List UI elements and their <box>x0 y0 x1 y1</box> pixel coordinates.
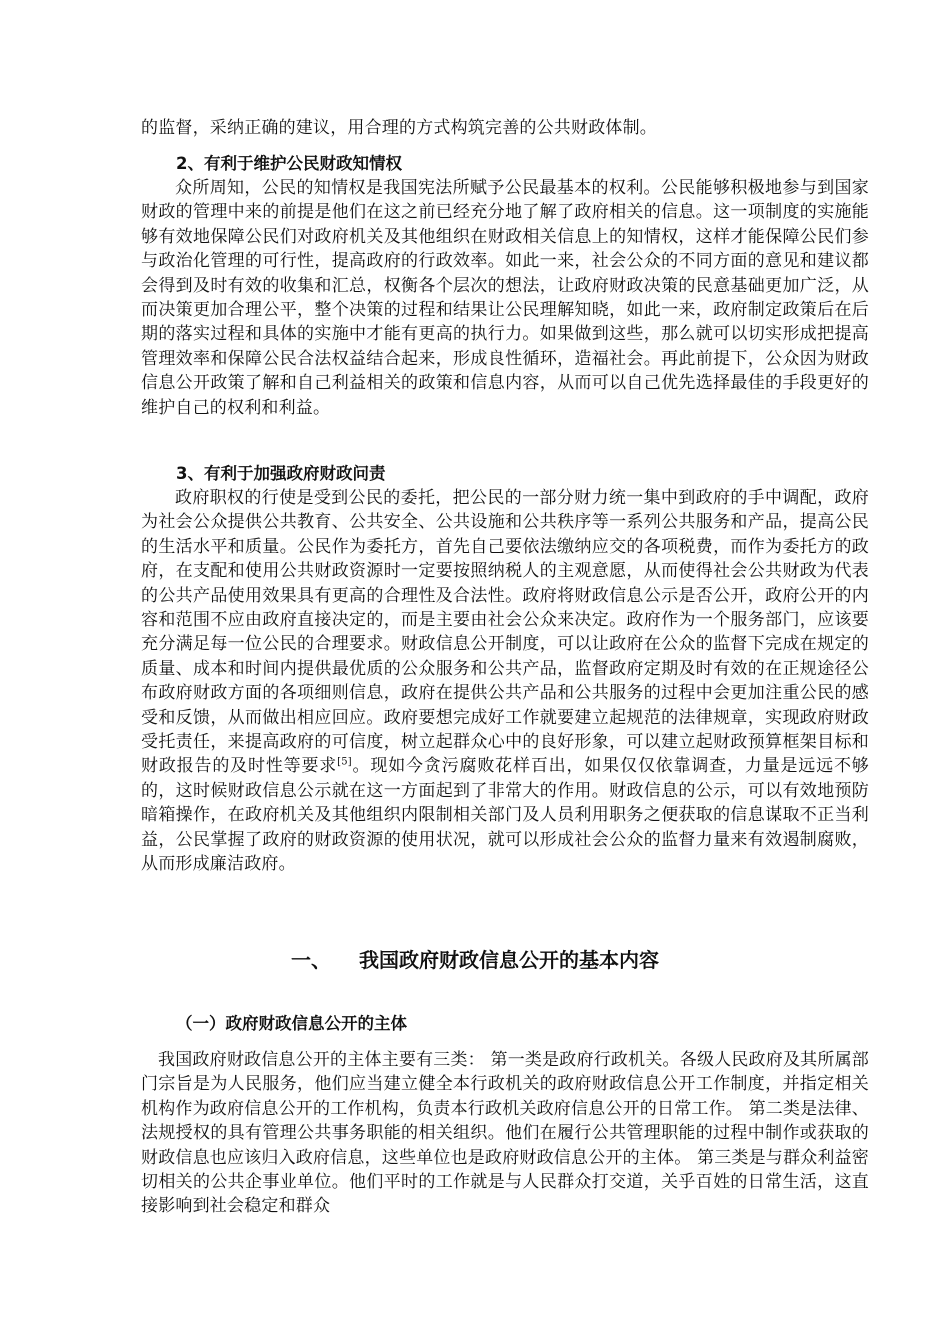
paragraph-disclosure-subjects: 我国政府财政信息公开的主体主要有三类： 第一类是政府行政机关。各级人民政府及其所属部门宗旨是为人民服务，他们应当建立健全本行政机关的政府财政信息公开工作制度，并指定相关机构作为政府信息公开的工作机构，负责本行政机关政府信息公开的日常工作。 第二类是法律、法规授权的具有管理公共事务职能的相关组织。他们在履行公共管理职能的过程中制作或获取的财政信息也应该归入政府信息，这些单位也是政府财政信息公开的主体。 第三类是与群众利益密切相关的公共企事业单位。他们平时的工作就是与人民群众打交道，关乎百姓的日常生活，这直接影响到社会稳定和群众 <box>141 1050 870 1217</box>
heading-fiscal-accountability: 3、有利于加强政府财政问责 <box>176 464 386 483</box>
paragraph-continuation: 的监督，采纳正确的建议，用合理的方式构筑完善的公共财政体制。 <box>141 118 657 138</box>
subsection-heading: （一）政府财政信息公开的主体 <box>176 1014 407 1033</box>
heading-public-right-to-know: 2、有利于维护公民财政知情权 <box>176 154 402 173</box>
section-heading <box>0 946 950 974</box>
citation-marker: [5] <box>337 756 352 768</box>
section-number: 一、 <box>291 948 331 972</box>
paragraph-fiscal-accountability <box>141 486 869 877</box>
section-title: 我国政府财政信息公开的基本内容 <box>359 948 659 972</box>
paragraph-text-part-a: 政府职权的行使是受到公民的委托，把公民的一部分财力统一集中到政府的手中调配，政府为社会公众提供公共教育、公共安全、公共设施和公共秩序等一系列公共服务和产品，提高公民的生活水平和质量。公民作为委托方，首先自己要依法缴纳应交的各项税费，而作为委托方的政府，在支配和使用公共财政资源时一定要按照纳税人的主观意愿，从而使得社会公共财政为代表的公共产品使用效果具有更高的合理性及合法性。政府将财政信息公示是否公开，政府公开的内容和范围不应由政府直接决定的，而是主要由社会公众来决定。政府作为一个服务部门，应该要充分满足每一位公民的合理要求。财政信息公开制度，可以让政府在公众的监督下完成在规定的质量、成本和时间内提供最优质的公众服务和公共产品，监督政府定期及时有效的在正规途径公布政府财政方面的各项细则信息，政府在提供公共产品和公共服务的过程中会更加注重公民的感受和反馈，从而做出相应回应。政府要想完成好工作就要建立起规范的法律规章，实现政府财政受托责任，来提高政府的可信度，树立起群众心中的良好形象，可以建立起财政预算框架目标和财政报告的及时性等要求 <box>141 488 869 777</box>
paragraph-text-part-b: 。现如今贪污腐败花样百出，如果仅仅依靠调查，力量是远远不够的，这时候财政信息公示就在这一方面起到了非常大的作用。财政信息的公示，可以有效地预防暗箱操作，在政府机关及其他组织内限制相关部门及人员利用职务之便获取的信息谋取不正当利益，公民掌握了政府的财政资源的使用状况，就可以形成社会公众的监督力量来有效遏制腐败，从而形成廉洁政府。 <box>141 756 869 875</box>
paragraph-right-to-know: 众所周知，公民的知情权是我国宪法所赋予公民最基本的权利。公民能够积极地参与到国家财政的管理中来的前提是他们在这之前已经充分地了解了政府相关的信息。这一项制度的实施能够有效地保障公民们对政府机关及其他组织在财政相关信息上的知情权，这样才能保障公民们参与政治化管理的可行性，提高政府的行政效率。如此一来，社会公众的不同方面的意见和建议都会得到及时有效的收集和汇总，权衡各个层次的想法，让政府财政决策的民意基础更加广泛，从而决策更加合理公平，整个决策的过程和结果让公民理解知晓，如此一来，政府制定政策后在后期的落实过程和具体的实施中才能有更高的执行力。如果做到这些，那么就可以切实形成把提高管理效率和保障公民合法权益结合起来，形成良性循环，造福社会。再此前提下，公众因为财政信息公开政策了解和自己利益相关的政策和信息内容，从而可以自己优先选择最佳的手段更好的维护自己的权利和利益。 <box>141 178 869 418</box>
